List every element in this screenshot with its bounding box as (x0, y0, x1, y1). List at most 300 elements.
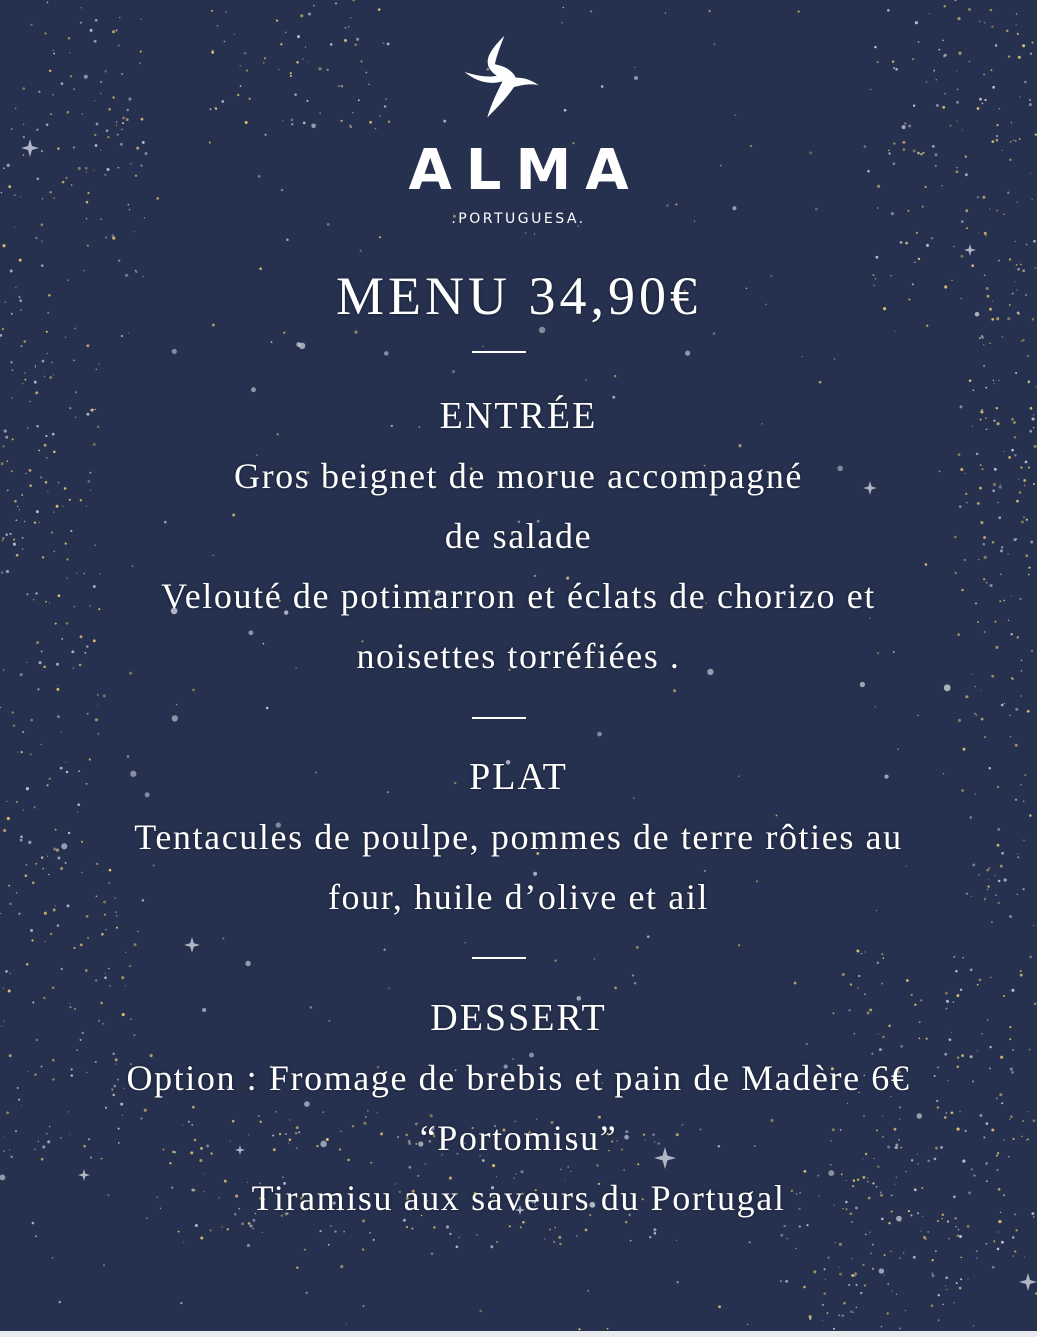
star-dot (111, 234, 114, 237)
star-dot (900, 1045, 903, 1048)
star-dot (623, 1169, 625, 1171)
star-dot (869, 1231, 870, 1232)
star-dot (383, 949, 385, 951)
star-dot (881, 983, 883, 985)
star-dot (30, 719, 33, 722)
star-dot (112, 30, 115, 33)
star-dot (81, 7, 83, 9)
star-dot (139, 62, 141, 64)
star-dot (239, 65, 241, 67)
star-dot (296, 1266, 298, 1268)
star-dot (984, 736, 986, 738)
star-dot (86, 506, 87, 507)
star-dot (637, 1163, 639, 1165)
star-dot (601, 85, 604, 88)
star-dot (69, 499, 71, 501)
star-dot (492, 1164, 495, 1167)
star-dot (564, 109, 567, 112)
star-dot (876, 256, 879, 259)
star-dot (61, 82, 64, 85)
star-dot (140, 18, 141, 19)
star-dot (979, 98, 982, 101)
star-dot (918, 258, 920, 260)
star-dot (1002, 336, 1003, 337)
star-dot (330, 1225, 332, 1227)
star-dot (304, 1101, 310, 1107)
star-dot (286, 238, 289, 241)
star-dot (490, 1245, 493, 1248)
star-dot (520, 1170, 523, 1173)
star-dot (704, 870, 706, 872)
star-dot (856, 1307, 857, 1308)
star-dot (53, 53, 55, 55)
star-dot (178, 1231, 180, 1233)
star-dot (68, 1111, 69, 1112)
star-dot (870, 1253, 872, 1255)
star-dot (895, 68, 898, 71)
star-dot (947, 1220, 949, 1222)
star-dot (981, 718, 984, 721)
star-dot (373, 1239, 375, 1241)
star-dot (881, 1326, 883, 1328)
star-dot (118, 260, 120, 262)
star-dot (991, 921, 993, 923)
star-dot (1033, 925, 1034, 926)
star-dot (780, 1280, 782, 1282)
star-dot (241, 1222, 244, 1225)
star-dot (94, 100, 95, 101)
star-dot (549, 1229, 551, 1231)
star-dot (291, 123, 293, 125)
star-dot (861, 953, 862, 954)
star-dot (985, 1162, 987, 1164)
star-dot (838, 1314, 840, 1316)
star-dot (819, 381, 822, 384)
star-dot (263, 62, 265, 64)
star-dot (128, 204, 130, 206)
star-dot (57, 924, 60, 927)
star-dot (9, 973, 11, 975)
star-dot (931, 1273, 933, 1275)
section-heading-entree: ENTRÉE (439, 395, 598, 437)
star-dot (822, 1320, 823, 1321)
star-dot (433, 1226, 435, 1228)
star-dot (377, 1112, 378, 1113)
star-dot (6, 570, 9, 573)
star-dot (957, 89, 959, 91)
star-dot (990, 69, 992, 71)
star-dot (576, 1235, 577, 1236)
star-dot (972, 863, 975, 866)
star-dot (976, 1250, 978, 1252)
star-dot (938, 49, 940, 51)
star-dot (1015, 744, 1018, 747)
star-dot (1021, 340, 1023, 342)
star-dot (172, 715, 178, 721)
star-dot (354, 331, 357, 334)
star-dot (44, 444, 47, 447)
star-dot (129, 965, 131, 967)
star-dot (785, 1280, 788, 1283)
star-dot (983, 344, 984, 345)
star-dot (956, 1282, 958, 1284)
star-dot (544, 1238, 545, 1239)
star-dot (884, 1275, 885, 1276)
star-dot (352, 0, 355, 1)
star-dot (959, 1287, 962, 1290)
star-dot (856, 1284, 858, 1286)
star-dot (12, 438, 14, 440)
star-dot (384, 105, 387, 108)
star-dot (1026, 244, 1028, 246)
star-dot (459, 1237, 460, 1238)
star-dot (1004, 703, 1005, 704)
star-dot (851, 1274, 854, 1277)
star-dot (443, 120, 446, 123)
star-dot (225, 11, 227, 13)
star-dot (999, 108, 1001, 110)
star-dot (1020, 970, 1022, 972)
star-dot (948, 1238, 950, 1240)
star-dot (116, 29, 118, 31)
brand-name: ALMA (408, 138, 643, 203)
star-dot (864, 993, 866, 995)
star-dot (958, 719, 961, 722)
star-dot (368, 83, 370, 85)
star-dot (953, 956, 955, 958)
star-dot (66, 111, 69, 114)
star-dot (794, 982, 797, 985)
star-dot (169, 1162, 171, 1164)
star-dot (49, 376, 52, 379)
star-dot (977, 107, 980, 110)
star-dot (993, 1240, 995, 1242)
star-dot (21, 751, 23, 753)
star-dot (338, 85, 340, 87)
star-dot (305, 47, 306, 48)
star-dot (24, 379, 26, 381)
star-dot (253, 1228, 255, 1230)
star-dot (35, 365, 36, 366)
star-dot (824, 1268, 826, 1270)
star-dot (975, 686, 976, 687)
star-dot (385, 98, 386, 99)
star-dot (75, 391, 77, 393)
star-dot (931, 1304, 934, 1307)
star-dot (65, 337, 67, 339)
star-dot (245, 121, 248, 124)
star-dot (42, 868, 44, 870)
star-dot (936, 79, 937, 80)
star-dot (809, 1315, 812, 1318)
star-dot (926, 244, 929, 247)
star-dot (977, 1050, 978, 1051)
star-dot (388, 987, 390, 989)
star-dot (244, 52, 247, 55)
star-dot (30, 929, 33, 932)
star-dot (38, 91, 40, 93)
star-dot (234, 34, 235, 35)
star-dot (825, 1279, 826, 1280)
star-dot (950, 125, 952, 127)
star-dot (192, 1106, 195, 1109)
star-dot (431, 1252, 434, 1255)
star-dot (11, 128, 12, 129)
star-dot (35, 1235, 37, 1237)
sparkle-star (184, 937, 200, 953)
menu-item-line: Option : Fromage de brebis et pain de Madère 6€ (126, 1058, 911, 1098)
star-dot (801, 356, 802, 357)
star-dot (105, 929, 106, 930)
star-dot (842, 1314, 845, 1317)
star-dot (290, 75, 292, 77)
star-dot (87, 937, 89, 939)
star-dot (96, 863, 98, 865)
star-dot (74, 328, 76, 330)
menu-item-line: Gros beignet de morue accompagné (234, 456, 803, 496)
star-dot (881, 953, 883, 955)
star-dot (17, 506, 18, 507)
star-dot (346, 1323, 347, 1324)
star-dot (1029, 103, 1032, 106)
star-dot (1016, 24, 1017, 25)
star-dot (942, 1304, 943, 1305)
star-dot (886, 1312, 889, 1315)
star-dot (109, 869, 112, 872)
star-dot (264, 57, 266, 59)
star-dot (132, 565, 134, 567)
star-dot (95, 979, 97, 981)
star-dot (53, 511, 54, 512)
star-dot (90, 29, 93, 32)
star-dot (1013, 1255, 1014, 1256)
star-dot (112, 1053, 114, 1055)
star-dot (560, 1169, 561, 1170)
star-dot (563, 7, 565, 9)
star-dot (875, 706, 876, 707)
star-dot (969, 379, 972, 382)
star-dot (126, 109, 129, 112)
star-dot (590, 10, 592, 12)
star-dot (203, 1174, 204, 1175)
star-dot (944, 684, 951, 691)
star-dot (1033, 240, 1036, 243)
star-dot (31, 939, 33, 941)
star-dot (0, 707, 1, 708)
star-dot (369, 1232, 371, 1234)
star-dot (944, 93, 945, 94)
star-dot (978, 559, 979, 560)
star-dot (1011, 122, 1012, 123)
star-dot (1027, 710, 1030, 713)
star-dot (23, 340, 26, 343)
star-dot (937, 1106, 940, 1109)
menu-item-line: Velouté de potimarron et éclats de chorizo et (161, 576, 876, 616)
star-dot (5, 970, 8, 973)
star-dot (94, 40, 97, 43)
star-dot (352, 112, 353, 113)
star-dot (100, 81, 102, 83)
star-dot (665, 13, 666, 14)
star-dot (348, 26, 349, 27)
star-dot (21, 1105, 22, 1106)
star-dot (971, 1168, 973, 1170)
star-dot (634, 982, 637, 985)
star-dot (634, 76, 638, 80)
star-dot (6, 801, 7, 802)
star-dot (109, 985, 111, 987)
star-dot (108, 108, 111, 111)
star-dot (847, 1103, 848, 1104)
star-dot (137, 931, 139, 933)
star-dot (340, 1265, 343, 1268)
star-dot (997, 1231, 998, 1232)
star-dot (905, 1171, 906, 1172)
star-dot (853, 1312, 854, 1313)
star-dot (56, 688, 59, 691)
star-dot (99, 363, 101, 365)
star-dot (264, 134, 266, 136)
star-dot (1003, 451, 1004, 452)
star-dot (738, 944, 740, 946)
star-dot (1020, 974, 1023, 977)
star-dot (872, 1268, 874, 1270)
star-dot (328, 1244, 330, 1246)
star-dot (838, 1267, 839, 1268)
star-dot (318, 67, 321, 70)
star-dot (224, 41, 226, 43)
star-dot (636, 946, 639, 949)
star-dot (982, 103, 984, 105)
star-dot (3, 988, 4, 989)
star-dot (1015, 1229, 1017, 1231)
star-dot (992, 1266, 995, 1269)
star-dot (520, 1227, 521, 1228)
star-dot (134, 943, 137, 946)
star-dot (917, 1163, 918, 1164)
star-dot (341, 85, 344, 88)
star-dot (50, 113, 52, 115)
star-dot (877, 207, 879, 209)
star-dot (654, 1232, 657, 1235)
star-dot (87, 713, 89, 715)
star-dot (23, 124, 24, 125)
star-dot (297, 35, 300, 38)
star-dot (906, 866, 907, 867)
star-dot (96, 369, 97, 370)
star-dot (960, 255, 963, 258)
star-dot (964, 559, 966, 561)
star-dot (870, 89, 871, 90)
star-dot (1029, 1049, 1031, 1051)
star-dot (282, 120, 283, 121)
star-dot (632, 974, 634, 976)
star-dot (525, 232, 526, 233)
star-dot (865, 1234, 867, 1236)
star-dot (1029, 99, 1031, 101)
star-dot (60, 867, 63, 870)
star-dot (237, 94, 240, 97)
star-dot (1022, 44, 1025, 47)
star-dot (276, 19, 278, 21)
star-dot (370, 1162, 372, 1164)
star-dot (384, 351, 389, 356)
star-dot (935, 1250, 937, 1252)
star-dot (1008, 620, 1009, 621)
section-heading-plat: PLAT (469, 756, 568, 798)
star-dot (388, 120, 391, 123)
star-dot (140, 51, 142, 53)
brand-tagline: .PORTUGUESA. (451, 211, 586, 227)
star-dot (217, 25, 219, 27)
star-dot (367, 1110, 369, 1112)
star-dot (1029, 956, 1032, 959)
star-dot (851, 1221, 853, 1223)
star-dot (52, 94, 54, 96)
star-dot (614, 987, 617, 990)
star-dot (936, 104, 939, 107)
star-dot (984, 232, 987, 235)
star-dot (962, 129, 963, 130)
star-dot (874, 46, 876, 48)
star-dot (827, 1312, 829, 1314)
star-dot (105, 1107, 107, 1109)
star-dot (786, 1238, 787, 1239)
star-dot (1011, 989, 1014, 992)
star-dot (587, 1290, 589, 1292)
section-heading-dessert: DESSERT (430, 997, 607, 1039)
star-dot (449, 1233, 451, 1235)
star-dot (172, 349, 177, 354)
star-dot (52, 1257, 53, 1258)
star-dot (304, 1249, 306, 1251)
star-dot (66, 622, 69, 625)
star-dot (496, 1241, 498, 1243)
star-dot (327, 69, 329, 71)
star-dot (747, 1324, 748, 1325)
star-dot (578, 1328, 580, 1330)
star-dot (1012, 678, 1014, 680)
star-dot (94, 134, 96, 136)
star-dot (106, 129, 108, 131)
star-dot (211, 10, 213, 12)
star-dot (95, 718, 98, 721)
star-dot (19, 509, 20, 510)
star-dot (291, 119, 294, 122)
star-dot (128, 98, 131, 101)
star-dot (95, 19, 98, 22)
star-dot (899, 1106, 901, 1108)
star-dot (103, 1264, 105, 1266)
star-dot (913, 105, 915, 107)
star-dot (300, 14, 303, 17)
star-dot (976, 1258, 977, 1259)
star-dot (902, 125, 906, 129)
star-dot (959, 1235, 962, 1238)
star-dot (35, 367, 36, 368)
star-dot (80, 943, 83, 946)
star-dot (108, 968, 109, 969)
star-dot (247, 1244, 250, 1247)
star-dot (977, 502, 980, 505)
star-dot (32, 1222, 35, 1225)
star-dot (917, 715, 919, 717)
star-dot (998, 260, 1000, 262)
star-dot (319, 112, 321, 114)
star-dot (26, 864, 27, 865)
star-dot (69, 52, 70, 53)
star-dot (125, 952, 126, 953)
